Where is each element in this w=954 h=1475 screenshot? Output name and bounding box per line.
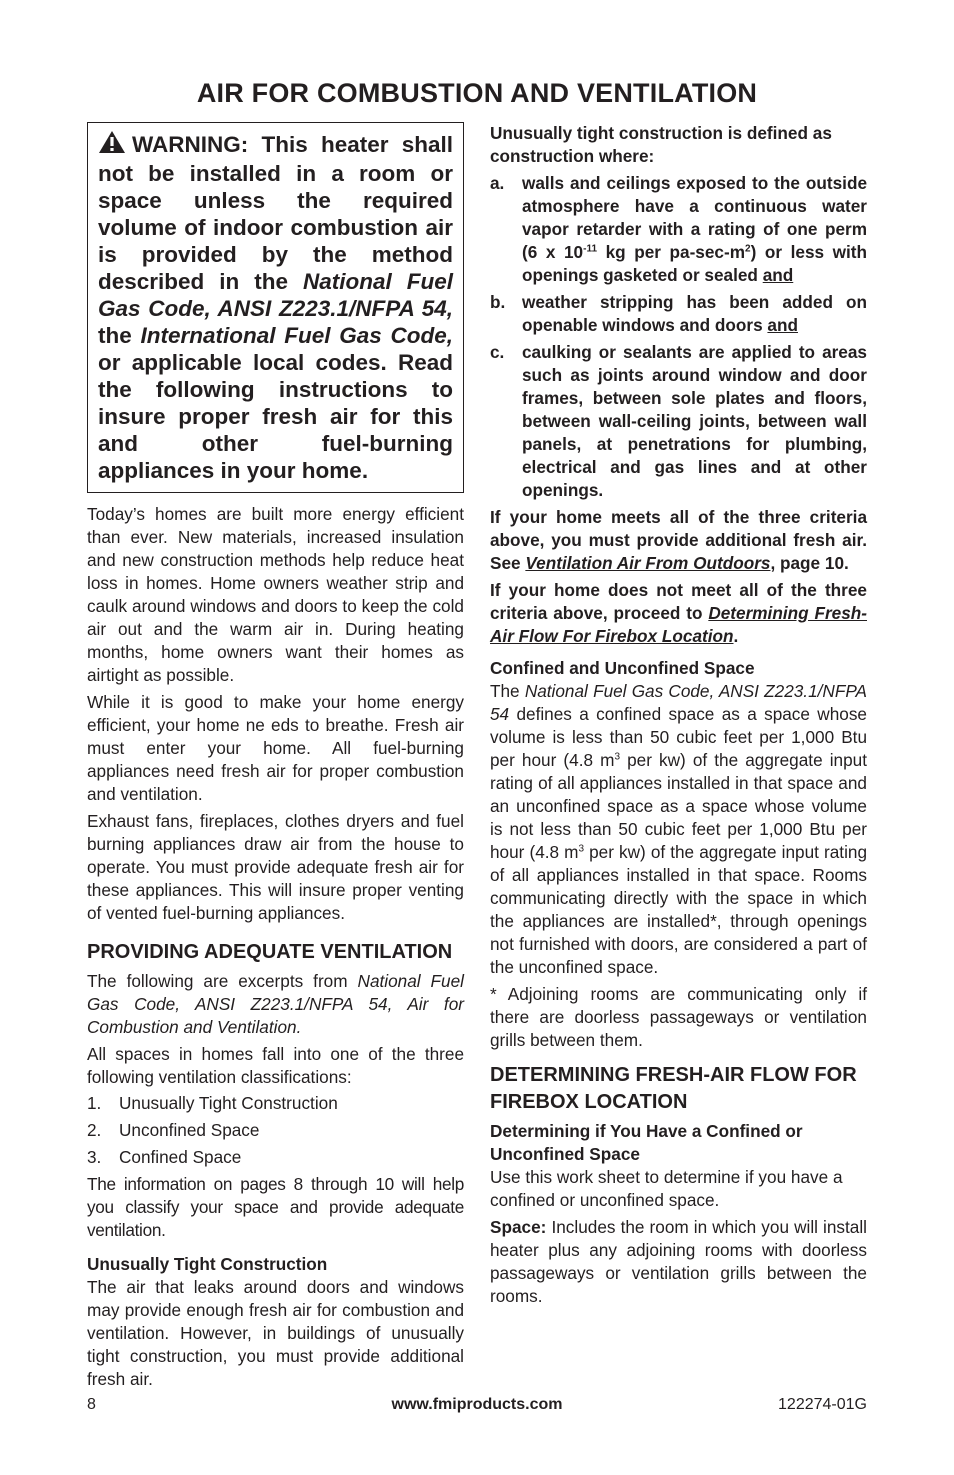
list-item xyxy=(87,1146,464,1169)
heading-unusually-tight-construction: Unusually Tight Construction xyxy=(87,1254,328,1274)
not-meets-criteria-paragraph xyxy=(490,579,867,648)
confined-definition-paragraph xyxy=(490,680,867,979)
left-column xyxy=(87,122,464,1391)
criteria-text-b xyxy=(522,291,867,337)
conf-part4: per kw) of the aggregate input rating of all appliances installed in that space. Rooms communicating directly with the space in which the appliances are installed*, through openings not furnished with doors, are considered a part of the unconfined space. xyxy=(490,842,868,977)
adjoining-rooms-note: * Adjoining rooms are communicating only if there are doorless passageways or ventilation grills between them. xyxy=(490,984,867,1050)
determining-fresh-air-link[interactable]: Determining Fresh-Air Flow For Firebox Location xyxy=(490,603,867,646)
list-item-number: 2. xyxy=(87,1120,102,1140)
list-item-number: 3. xyxy=(87,1147,102,1167)
breathe-paragraph: While it is good to make your home energy efficient, your home ne eds to breathe. Fresh air must enter your home. All fuel-burning appliances need fresh air for proper combustion and ventilation. xyxy=(87,692,464,804)
tight-definition-intro: Unusually tight construction is defined as construction where: xyxy=(490,123,832,166)
criteria-item-a xyxy=(490,172,867,287)
excerpts-lead: The following are excerpts from xyxy=(87,971,358,991)
classification-list xyxy=(87,1092,464,1169)
website-url[interactable]: www.fmiproducts.com xyxy=(391,1396,563,1413)
tight-construction-paragraph: The air that leaks around doors and windows may provide enough fresh air for combustion and ventilation. However, in buildings of unusually tight construction, you must provide additional fresh air. xyxy=(87,1277,464,1389)
list-item xyxy=(87,1119,464,1142)
worksheet-paragraph: Use this work sheet to determine if you have a confined or unconfined space. xyxy=(490,1167,843,1210)
criteria-list xyxy=(490,172,867,502)
criteria-item-b xyxy=(490,291,867,337)
conf-cubed-2: 3 xyxy=(578,843,585,855)
list-item-number: 1. xyxy=(87,1093,102,1113)
list-item-letter: c. xyxy=(490,342,505,362)
conf-part1: The xyxy=(490,681,525,701)
list-item-letter: b. xyxy=(490,292,506,312)
criteria-a-squared: 2 xyxy=(745,243,751,255)
criteria-a-part2: kg per pa-sec-m xyxy=(597,242,745,262)
list-item-text: Unusually Tight Construction xyxy=(119,1093,338,1113)
space-text: Includes the room in which you will install heater plus any adjoining rooms with doorless passageways or ventilation grills between the rooms. xyxy=(490,1217,867,1306)
criteria-text-c: caulking or sealants are applied to areas such as joints around window and door frames, between sole plates and floors, between wall-ceiling joints, between wall panels, at penetrations for plumbing, electrical and gas lines and at other openings. xyxy=(522,342,867,500)
heading-determining-fresh-air-flow: DETERMINING FRESH-AIR FLOW FOR FIREBOX LOCATION xyxy=(490,1064,857,1113)
heading-providing-adequate-ventilation: PROVIDING ADEQUATE VENTILATION xyxy=(87,941,453,963)
warning-text xyxy=(98,130,453,484)
criteria-a-and: and xyxy=(762,265,794,285)
not-meets-lead: If your home does not meet all of the three criteria above, proceed to xyxy=(490,580,867,623)
heading-confined-unconfined: Confined and Unconfined Space xyxy=(490,658,755,678)
list-item xyxy=(87,1092,464,1115)
not-meets-tail: . xyxy=(733,626,739,646)
warning-code-ref: National Fuel Gas Code, ANSI Z223.1/NFPA 54, xyxy=(98,269,453,321)
list-item-text: Unconfined Space xyxy=(119,1120,260,1140)
criteria-a-exponent: -11 xyxy=(583,243,598,255)
conf-cubed-1: 3 xyxy=(614,751,620,763)
criteria-b-and: and xyxy=(767,315,798,335)
space-paragraph xyxy=(490,1216,867,1308)
warning-box xyxy=(87,122,464,493)
space-label: Space: xyxy=(490,1217,547,1237)
meets-lead: If your home meets all of the three criteria above, you must provide additional fresh air. See xyxy=(490,507,867,573)
conf-code-ref: National Fuel Gas Code, ANSI Z223.1/NFPA 54 xyxy=(490,681,867,724)
warning-triangle-icon xyxy=(98,130,126,160)
criteria-b-part1: weather stripping has been added on openable windows and doors xyxy=(522,292,867,335)
document-code: 122274-01G xyxy=(778,1396,867,1413)
excerpts-paragraph xyxy=(87,970,464,1039)
criteria-text-a xyxy=(522,172,867,287)
page-number: 8 xyxy=(87,1396,96,1413)
classification-paragraph: All spaces in homes fall into one of the three following ventilation classifications: xyxy=(87,1044,464,1087)
meets-tail: , page 10. xyxy=(770,553,849,573)
pages-info-paragraph: The information on pages 8 through 10 will help you classify your space and provide adequate ventilation. xyxy=(87,1174,464,1240)
conf-part2: defines a confined space as a space whose volume is less than 50 cubic feet per 1,000 Btu per hour (4.8 m xyxy=(490,704,867,770)
conf-part3: per kw) of the aggregate input rating of all appliances installed in that space and an unconfined space as a space whose volume is not less than 50 cubic feet per 1,000 Btu per hour (4.8 m xyxy=(490,750,867,862)
heading-determining-confined: Determining if You Have a Confined or Unconfined Space xyxy=(490,1121,803,1164)
warning-intl-code-ref: International Fuel Gas Code, xyxy=(140,323,453,348)
intro-paragraph: Today’s homes are built more energy efficient than ever. New materials, increased insulation and new construction methods help reduce heat loss in homes. Home owners weather strip and caulk around windows and doors to keep the cold air out and the warm air in. During heating months, home owners want their homes as airtight as possible. xyxy=(87,504,464,685)
right-column xyxy=(490,122,867,1308)
list-item-text: Confined Space xyxy=(119,1147,242,1167)
page-title: AIR FOR COMBUSTION AND VENTILATION xyxy=(196,78,758,108)
exhaust-paragraph: Exhaust fans, fireplaces, clothes dryers and fuel burning appliances draw air from the house to operate. You must provide adequate fresh air for these appliances. This will insure proper venting of vented fuel-burning appliances. xyxy=(87,811,464,923)
ventilation-outdoors-link[interactable]: Ventilation Air From Outdoors xyxy=(525,553,771,573)
excerpts-source: National Fuel Gas Code, ANSI Z223.1/NFPA 54, Air for Combustion and Ventilation. xyxy=(87,971,464,1037)
criteria-item-c xyxy=(490,341,867,502)
warning-text-2: or applicable local codes. Read the following instructions to insure proper fresh air for this and other fuel-burning appliances in your home. xyxy=(98,350,453,483)
warning-text-1: WARNING: This heater shall not be installed in a room or space unless the required volume of indoor combustion air is provided by the method described in the xyxy=(98,132,453,294)
list-item-letter: a. xyxy=(490,173,505,193)
warning-text-the: the xyxy=(98,323,141,348)
criteria-a-part1: walls and ceilings exposed to the outside atmosphere have a continuous water vapor retarder with a rating of one perm (6 x 10 xyxy=(522,173,867,262)
meets-criteria-paragraph xyxy=(490,506,867,575)
criteria-a-part3: ) or less with openings gasketed or sealed xyxy=(522,242,868,285)
